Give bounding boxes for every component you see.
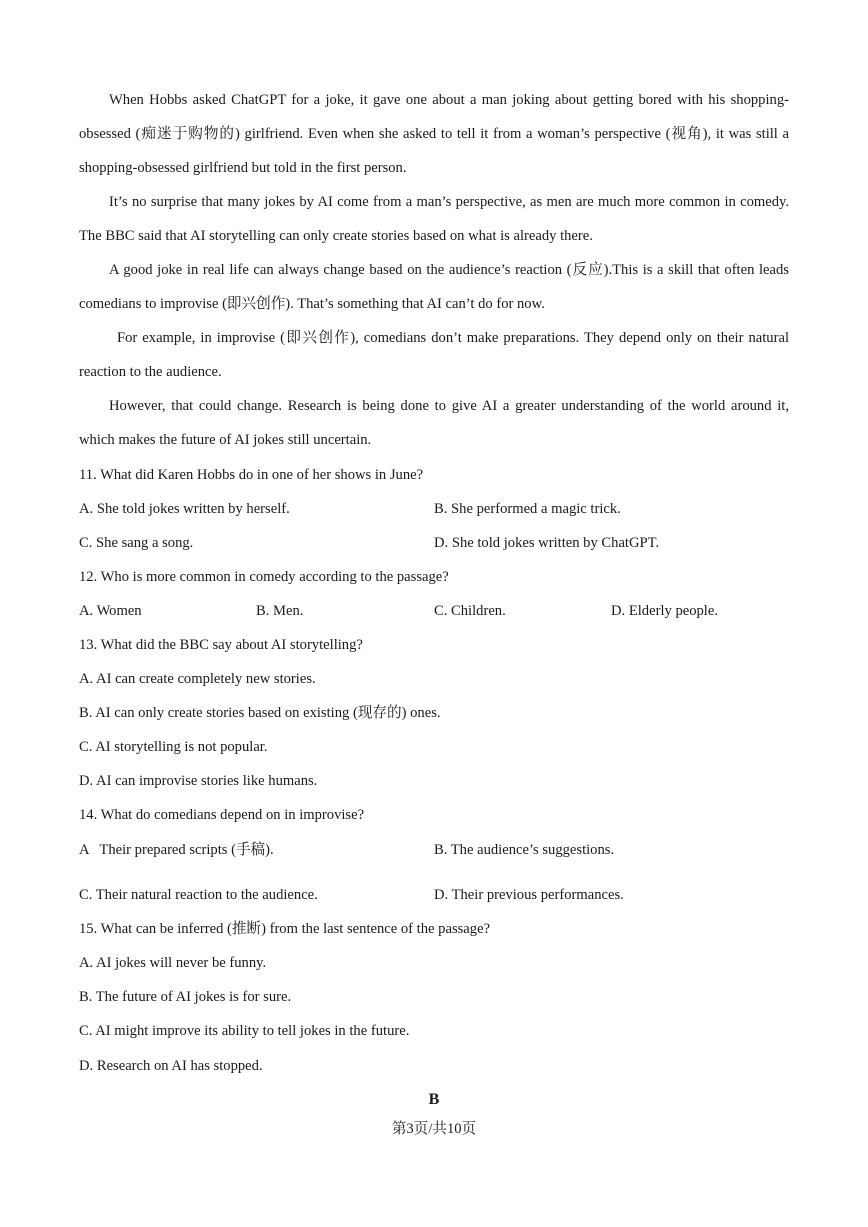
option-c: C. Their natural reaction to the audience. (79, 887, 318, 903)
option-d: D. AI can improvise stories like humans. (79, 773, 318, 789)
option-c: C. AI storytelling is not popular. (79, 739, 268, 755)
option-d: D. Their previous performances. (434, 887, 624, 903)
question-stem: 13. What did the BBC say about AI storytelling? (79, 637, 363, 653)
option-b: B. AI can only create stories based on existing (现存的) ones. (79, 705, 441, 721)
passage-paragraph-5: However, that could change. Research is being done to give AI a greater understanding of the world around it, which makes the future of AI jokes still uncertain. (79, 398, 789, 448)
option-c: C. AI might improve its ability to tell jokes in the future. (79, 1023, 410, 1039)
option-d: D. Research on AI has stopped. (79, 1058, 263, 1074)
question-stem: 11. What did Karen Hobbs do in one of her shows in June? (79, 467, 424, 483)
question-stem: 14. What do comedians depend on in improvise? (79, 807, 365, 823)
page-number: 第3页/共10页 (391, 1121, 477, 1137)
option-a: A Their prepared scripts (手稿). (79, 842, 274, 858)
question-stem: 12. Who is more common in comedy according to the passage? (79, 569, 449, 585)
passage-paragraph-1: When Hobbs asked ChatGPT for a joke, it gave one about a man joking about getting bored with his shopping-obsessed (痴迷于购物的) girlfriend. Even when she asked to tell it from a woman’s perspective (视角), it was still a shopping-obsessed girlfriend but told in the first person. (79, 92, 789, 176)
option-b: B. The future of AI jokes is for sure. (79, 989, 292, 1005)
section-heading: B (428, 1091, 440, 1108)
option-c: C. She sang a song. (79, 535, 194, 551)
option-b: B. Men. (256, 603, 304, 619)
option-a: A. She told jokes written by herself. (79, 501, 290, 517)
option-a: A. Women (79, 603, 142, 619)
option-d: D. She told jokes written by ChatGPT. (434, 535, 660, 551)
option-a: A. AI jokes will never be funny. (79, 955, 267, 971)
passage-paragraph-2: It’s no surprise that many jokes by AI come from a man’s perspective, as men are much more common in comedy. The BBC said that AI storytelling can only create stories based on what is already there. (79, 194, 789, 244)
option-b: B. The audience’s suggestions. (434, 842, 615, 858)
option-b: B. She performed a magic trick. (434, 501, 621, 517)
passage-paragraph-4: For example, in improvise (即兴创作), comedians don’t make preparations. They depend only on their natural reaction to the audience. (79, 330, 789, 380)
passage-paragraph-3: A good joke in real life can always change based on the audience’s reaction (反应).This is a skill that often leads comedians to improvise (即兴创作). That’s something that AI can’t do for now. (79, 262, 789, 312)
question-stem: 15. What can be inferred (推断) from the last sentence of the passage? (79, 921, 491, 937)
option-a: A. AI can create completely new stories. (79, 671, 316, 687)
option-c: C. Children. (434, 603, 506, 619)
option-d: D. Elderly people. (611, 603, 718, 619)
